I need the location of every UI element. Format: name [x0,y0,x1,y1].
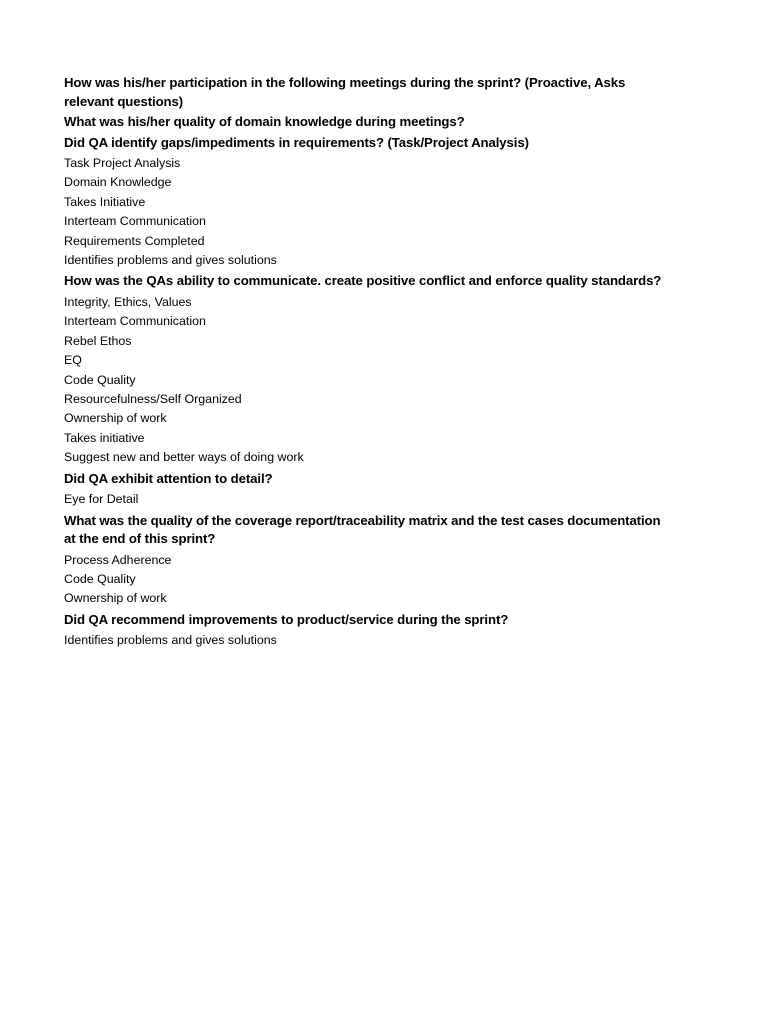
competency-list [64,631,674,650]
competency-item: Identifies problems and gives solutions [64,633,277,648]
section-communication [64,272,674,467]
competency-list [64,293,674,468]
section-meetings [64,74,674,270]
competency-item: Task Project Analysis [64,156,181,170]
question-improvements: Did QA recommend improvements to product/service during the sprint? [64,611,509,627]
competency-item: Ownership of work [64,591,167,606]
competency-item: Integrity, Ethics, Values [64,294,192,309]
question-participation: How was his/her participation in the following meetings during the sprint? (Proactive, Asks relevant questions) [64,75,626,109]
competency-item: Requirements Completed [64,233,205,248]
competency-item: Interteam Communication [64,314,206,329]
section-attention-to-detail [64,470,674,510]
question-requirements-gaps: Did QA identify gaps/impediments in requirements? (Task/Project Analysis) [64,134,529,150]
question-communication: How was the QAs ability to communicate. create positive conflict and enforce quality standards? [64,273,662,289]
competency-list [64,551,674,609]
question-coverage-report: What was the quality of the coverage report/traceability matrix and the test cases documentation at the end of this sprint? [64,512,661,546]
competency-item: Code Quality [64,571,136,586]
competency-item: Resourcefulness/Self Organized [64,391,242,406]
competency-list [64,490,674,509]
question-attention-to-detail: Did QA exhibit attention to detail? [64,470,273,486]
competency-item: Eye for Detail [64,492,139,507]
competency-item: EQ [64,353,82,368]
competency-item: Identifies problems and gives solutions [64,253,277,268]
competency-item: Domain Knowledge [64,175,172,190]
section-coverage-report [64,512,674,609]
competency-item: Ownership of work [64,411,167,426]
competency-item: Takes initiative [64,430,145,445]
question-domain-knowledge: What was his/her quality of domain knowledge during meetings? [64,114,465,129]
competency-list [64,154,674,270]
competency-item: Code Quality [64,372,136,387]
competency-item: Interteam Communication [64,214,206,229]
competency-item: Suggest new and better ways of doing work [64,450,304,465]
section-improvements [64,611,674,651]
competency-item: Rebel Ethos [64,333,132,348]
competency-item: Process Adherence [64,552,172,567]
competency-item: Takes Initiative [64,194,146,209]
document-content [64,74,674,651]
